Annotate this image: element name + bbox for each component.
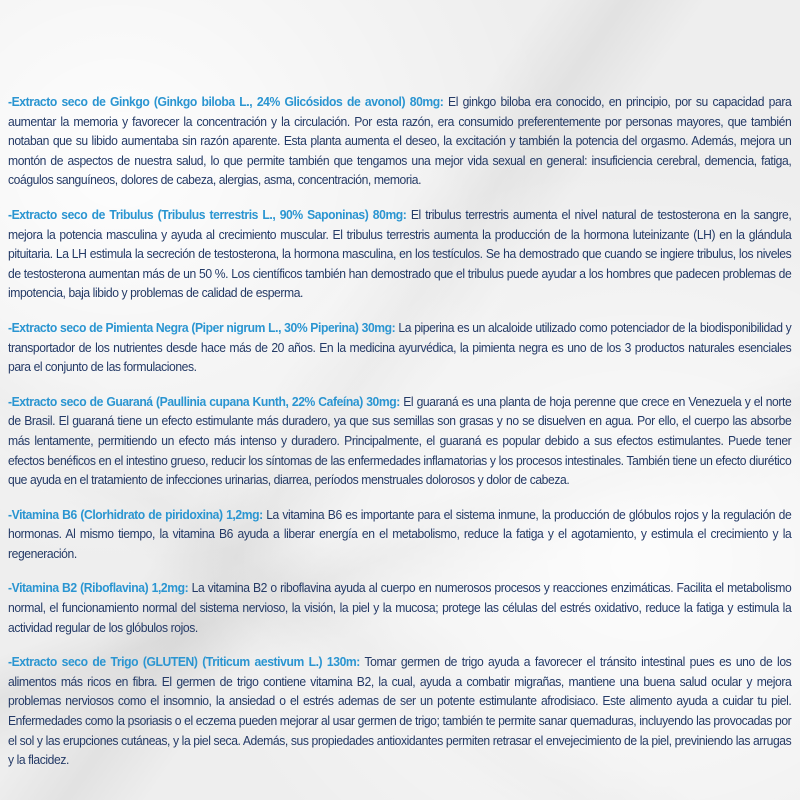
ingredient-ginkgo	[8, 92, 791, 190]
ingredient-description: El ginkgo biloba era conocido, en principio, por su capacidad para aumentar la memoria y favorecer la concentración y la circulación. Por esta razón, era consumido preferentemente por personas mayores, que también notaban que su libido aumentaba sin razón aparente. Esta planta aumenta el deseo, la excitación y también la potencia del orgasmo. Además, mejora un montón de aspectos de nuestra salud, lo que permite también que tengamos una mejor vida sexual en general: insuficiencia cerebral, demencia, fatiga, coágulos sanguíneos, dolores de cabeza, alergias, asma, concentración, memoria.	[8, 94, 792, 188]
ingredient-heading: -Vitamina B6 (Clorhidrato de piridoxina) 1,2mg:	[8, 506, 263, 522]
ingredient-tribulus	[8, 205, 791, 303]
ingredient-heading: -Extracto seco de Tribulus (Tribulus terrestris L., 90% Saponinas) 80mg:	[8, 206, 407, 222]
ingredient-heading: -Extracto seco de Guaraná (Paullinia cupana Kunth, 22% Cafeína) 30mg:	[8, 393, 400, 409]
ingredient-description: El guaraná es una planta de hoja perenne que crece en Venezuela y el norte de Brasil. El guaraná tiene un efecto estimulante más duradero, ya que sus semillas son grasas y no se disuelven en agua. Por ello, el cuerpo las absorbe más lentamente, permitiendo un efecto más intenso y duradero. Principalmente, el guaraná es popular debido a sus efectos estimulantes. Puede tener efectos benéficos en el intestino grueso, reducir los síntomas de las enfermedades inflamatorias y los procesos intestinales. También tiene un efecto diurético que ayuda en el tratamiento de infecciones urinarias, diarrea, períodos menstruales dolorosos y dolor de cabeza.	[8, 393, 792, 488]
ingredient-guarana	[8, 392, 791, 490]
ingredient-description: Tomar germen de trigo ayuda a favorecer el tránsito intestinal pues es uno de los alimentos más ricos en fibra. El germen de trigo contiene vitamina B2, la cual, ayuda a combatir migrañas, mantiene una buena salud ocular y mejora problemas nerviosos como el insomnio, la ansiedad o el estrés ademas de ser un potente estimulante afrodisiaco. Este alimento ayuda a cuidar tu piel. Enfermedades como la psoriasis o el eczema pueden mejorar al usar germen de trigo; también te permite sanar quemaduras, incluyendo las provocadas por el sol y las erupciones cutáneas, y la piel seca. Además, sus propiedades antioxidantes permiten retrasar el envejecimiento de la piel, previniendo las arrugas y la flacidez.	[8, 654, 792, 768]
ingredient-description: La vitamina B6 es importante para el sistema inmune, la producción de glóbulos rojos y la regulación de hormonas. Al mismo tiempo, la vitamina B6 ayuda a liberar energía en el metabolismo, reduce la fatiga y el agotamiento, y estimula el crecimiento y la regeneración.	[8, 506, 792, 561]
ingredients-list	[8, 92, 792, 785]
ingredient-heading: -Extracto seco de Pimienta Negra (Piper nigrum L., 30% Piperina) 30mg:	[8, 319, 396, 335]
ingredient-vitamina-b6	[8, 505, 791, 564]
ingredient-pimienta-negra	[8, 318, 791, 377]
ingredient-description: El tribulus terrestris aumenta el nivel natural de testosterona en la sangre, mejora la potencia masculina y ayuda al crecimiento muscular. El tribulus terrestris aumenta la producción de la hormona luteinizante (LH) en la glándula pituitaria. La LH estimula la secreción de testosterona, la hormona masculina, en los testículos. Se ha demostrado que cuando se ingiere tribulus, los niveles de testosterona aumentan más de un 50 %. Los científicos también han demostrado que el tribulus puede ayudar a los hombres que padecen problemas de impotencia, baja libido y problemas de calidad de esperma.	[8, 206, 792, 301]
ingredient-vitamina-b2	[8, 578, 791, 637]
ingredient-heading: -Extracto seco de Trigo (GLUTEN) (Triticum aestivum L.) 130m:	[8, 654, 360, 670]
ingredient-heading: -Extracto seco de Ginkgo (Ginkgo biloba L., 24% Glicósidos de avonol) 80mg:	[8, 94, 444, 109]
ingredient-description: La vitamina B2 o riboflavina ayuda al cuerpo en numerosos procesos y reacciones enzimáticas. Facilita el metabolismo normal, el funcionamiento normal del sistema nervioso, la visión, la piel y la mucosa; protege las células del estrés oxidativo, reduce la fatiga y estimula la actividad regular de los glóbulos rojos.	[8, 580, 792, 635]
ingredient-trigo	[8, 652, 791, 770]
ingredient-description: La piperina es un alcaloide utilizado como potenciador de la biodisponibilidad y transportador de los nutrientes desde hace más de 20 años. En la medicina ayurvédica, la pimienta negra es uno de los 3 productos naturales esenciales para el conjunto de las formulaciones.	[8, 319, 792, 375]
ingredient-heading: -Vitamina B2 (Riboflavina) 1,2mg:	[8, 580, 189, 596]
